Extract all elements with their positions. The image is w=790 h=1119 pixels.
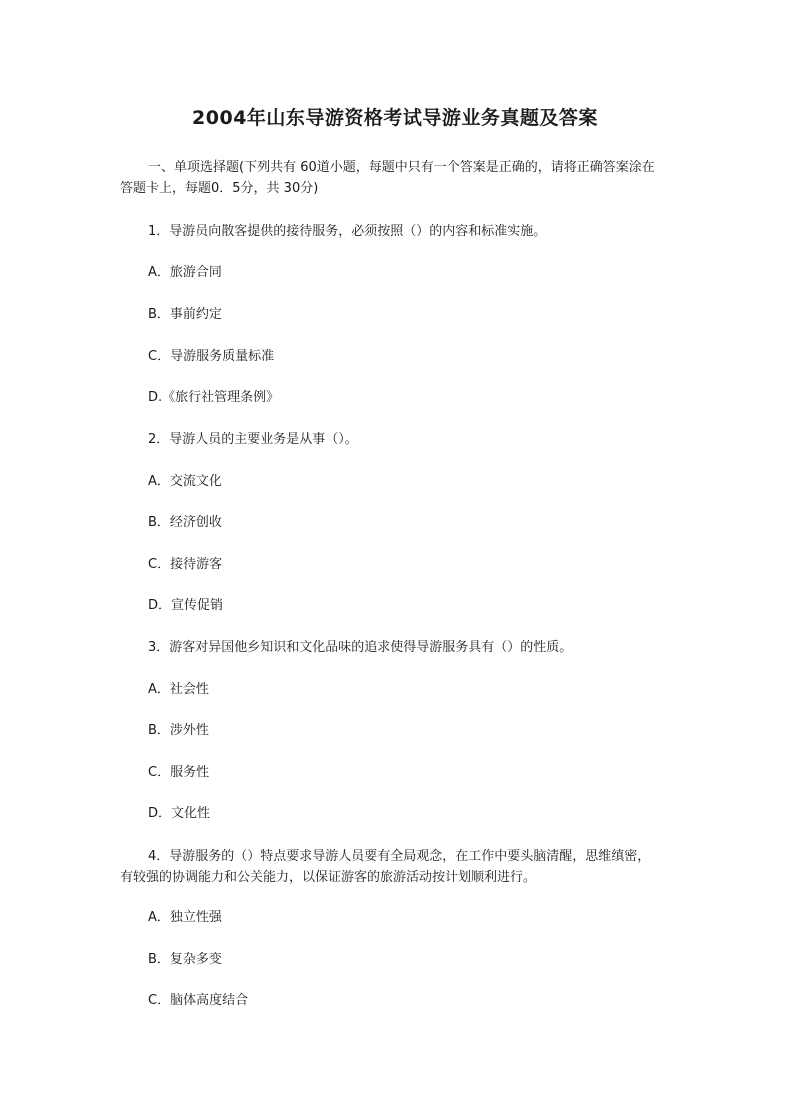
question-2-option-c: C．接待游客 (148, 557, 223, 572)
document-title: 2004年山东导游资格考试导游业务真题及答案 (192, 107, 598, 129)
question-2-option-a: A．交流文化 (148, 474, 222, 489)
question-1-option-c: C．导游服务质量标准 (148, 349, 275, 364)
question-4-stem: 4．导游服务的（）特点要求导游人员要有全局观念，在工作中要头脑清醒，思维缜密，有较强的协调能力和公关能力，以保证游客的旅游活动按计划顺利进行。 (120, 849, 651, 885)
question-2-option-b: B．经济创收 (148, 515, 222, 530)
question-2-option-d: D．宣传促销 (148, 598, 224, 613)
question-3-stem: 3．游客对异国他乡知识和文化品味的追求使得导游服务具有（）的性质。 (148, 640, 573, 655)
question-1-option-b: B．事前约定 (148, 307, 222, 322)
question-4-option-a: A．独立性强 (148, 910, 222, 925)
question-2-stem: 2．导游人员的主要业务是从事（）。 (148, 432, 358, 447)
section-intro: 一、单项选择题(下列共有 60道小题，每题中只有一个答案是正确的，请将正确答案涂在答题卡上，每题0．5分，共 30分) (120, 160, 655, 196)
question-1-stem: 1．导游员向散客提供的接待服务，必须按照（）的内容和标准实施。 (148, 224, 547, 239)
question-3-option-c: C．服务性 (148, 765, 210, 780)
question-3-option-b: B．涉外性 (148, 723, 209, 738)
question-4-option-c: C．脑体高度结合 (148, 993, 249, 1008)
question-3-option-d: D．文化性 (148, 806, 211, 821)
question-1-option-d: D.《旅行社管理条例》 (148, 390, 280, 405)
question-4-option-b: B．复杂多变 (148, 952, 222, 967)
question-3-option-a: A．社会性 (148, 682, 209, 697)
question-1-option-a: A．旅游合同 (148, 265, 222, 280)
